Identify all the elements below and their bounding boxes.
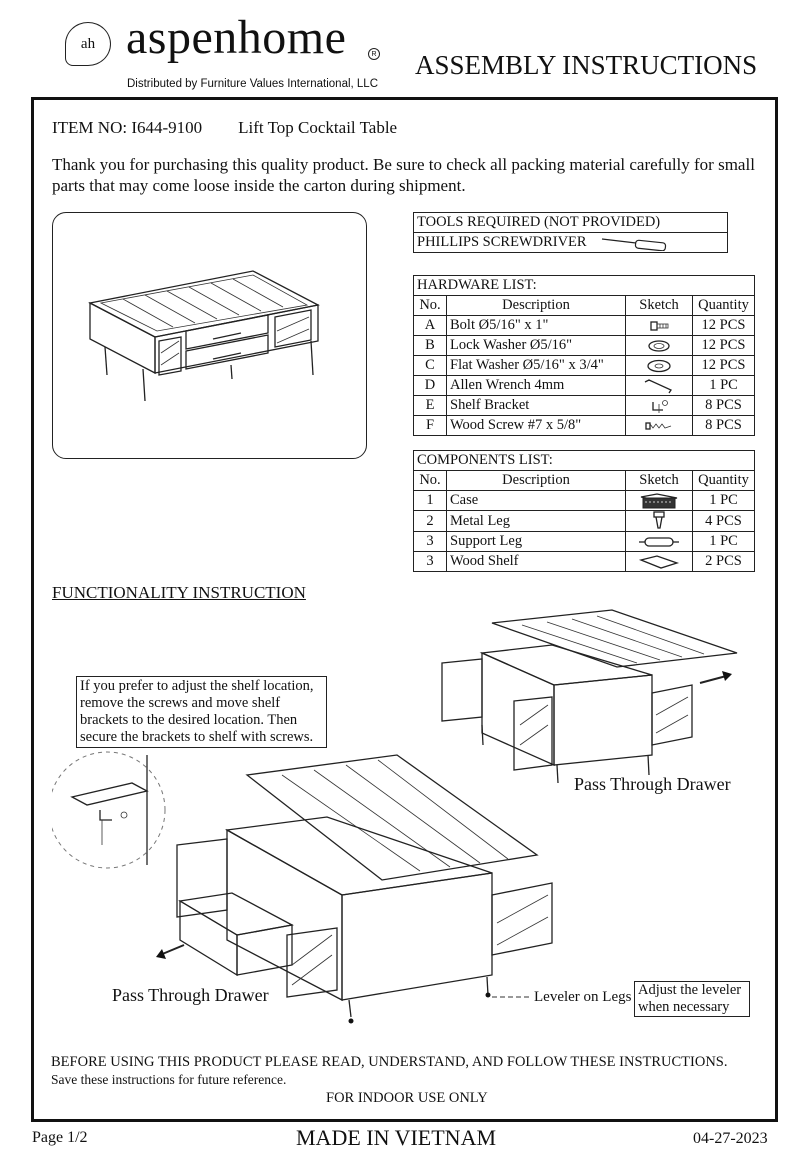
wood-shelf-icon (626, 552, 693, 572)
document-title: ASSEMBLY INSTRUCTIONS (415, 50, 758, 80)
table-row: 1 Case 1 PC (414, 491, 755, 511)
hardware-table (413, 275, 755, 436)
table-row: D Allen Wrench 4mm 1 PC (414, 376, 755, 396)
table-row: B Lock Washer Ø5/16" 12 PCS (414, 336, 755, 356)
column-header: Description (447, 296, 626, 316)
made-in-label: MADE IN VIETNAM (296, 1125, 497, 1150)
shelf-bracket-icon (626, 396, 693, 416)
indoor-use-notice: FOR INDOOR USE ONLY (326, 1090, 488, 1106)
lock-washer-icon (626, 336, 693, 356)
hardware-heading: HARDWARE LIST: (414, 276, 755, 296)
product-illustration-frame (52, 212, 367, 459)
brand-logo: aspenhome (126, 11, 347, 64)
pass-through-drawer-label-right: Pass Through Drawer (574, 774, 731, 794)
tools-heading: TOOLS REQUIRED (NOT PROVIDED) (414, 213, 728, 233)
distributor-line: Distributed by Furniture Values International, LLC (127, 78, 379, 90)
functionality-heading: FUNCTIONALITY INSTRUCTION (52, 583, 306, 602)
tools-item-label: PHILLIPS SCREWDRIVER (417, 234, 587, 250)
adjust-leveler-note: Adjust the leveler when necessary (634, 981, 750, 1017)
bolt-icon (626, 316, 693, 336)
arrow-right-icon (700, 671, 732, 683)
metal-leg-icon (626, 511, 693, 532)
table-row: C Flat Washer Ø5/16" x 3/4" 12 PCS (414, 356, 755, 376)
save-instructions-notice: Save these instructions for future reference. (51, 1072, 287, 1087)
shelf-bracket-detail (52, 752, 165, 868)
brand-badge: ah (65, 22, 111, 66)
small-table-drawing (442, 610, 737, 783)
item-number: ITEM NO: I644-9100 (52, 118, 203, 137)
leveler-label: Leveler on Legs (534, 989, 632, 1005)
item-line (52, 118, 397, 138)
column-header: Sketch (626, 296, 693, 316)
column-header: Quantity (693, 471, 755, 491)
intro-paragraph: Thank you for purchasing this quality product. Be sure to check all packing material carefully for small parts that may come loose inside the carton during shipment. (52, 155, 755, 195)
before-use-notice: BEFORE USING THIS PRODUCT PLEASE READ, UNDERSTAND, AND FOLLOW THESE INSTRUCTIONS. (51, 1054, 728, 1070)
allen-wrench-icon (626, 376, 693, 396)
document-date: 04-27-2023 (693, 1130, 768, 1147)
product-name: Lift Top Cocktail Table (238, 118, 398, 137)
column-header: Quantity (693, 296, 755, 316)
wood-screw-icon (626, 416, 693, 436)
table-row: E Shelf Bracket 8 PCS (414, 396, 755, 416)
table-row: A Bolt Ø5/16" x 1" 12 PCS (414, 316, 755, 336)
table-row: F Wood Screw #7 x 5/8" 8 PCS (414, 416, 755, 436)
registered-mark: R (368, 48, 380, 60)
table-row: 3 Support Leg 1 PC (414, 532, 755, 552)
components-table (413, 450, 755, 572)
flat-washer-icon (626, 356, 693, 376)
table-row: 2 Metal Leg 4 PCS (414, 511, 755, 532)
tools-table (413, 212, 728, 253)
screwdriver-icon (600, 235, 672, 251)
tools-item (414, 233, 728, 253)
arrow-left-icon (156, 945, 184, 959)
product-illustration (53, 213, 366, 458)
shelf-adjust-note: If you prefer to adjust the shelf location, remove the screws and move shelf brackets to the desired location. Then secure the brackets to shelf with screws. (76, 676, 327, 748)
column-header: Description (447, 471, 626, 491)
pass-through-drawer-label-left: Pass Through Drawer (112, 985, 269, 1005)
column-header: No. (414, 296, 447, 316)
table-row: 3 Wood Shelf 2 PCS (414, 552, 755, 572)
functionality-illustration (52, 605, 762, 1035)
column-header: Sketch (626, 471, 693, 491)
column-header: No. (414, 471, 447, 491)
support-leg-icon (626, 532, 693, 552)
components-heading: COMPONENTS LIST: (414, 451, 755, 471)
large-table-drawing (177, 755, 552, 1024)
case-icon (626, 491, 693, 511)
page-number: Page 1/2 (32, 1129, 88, 1146)
